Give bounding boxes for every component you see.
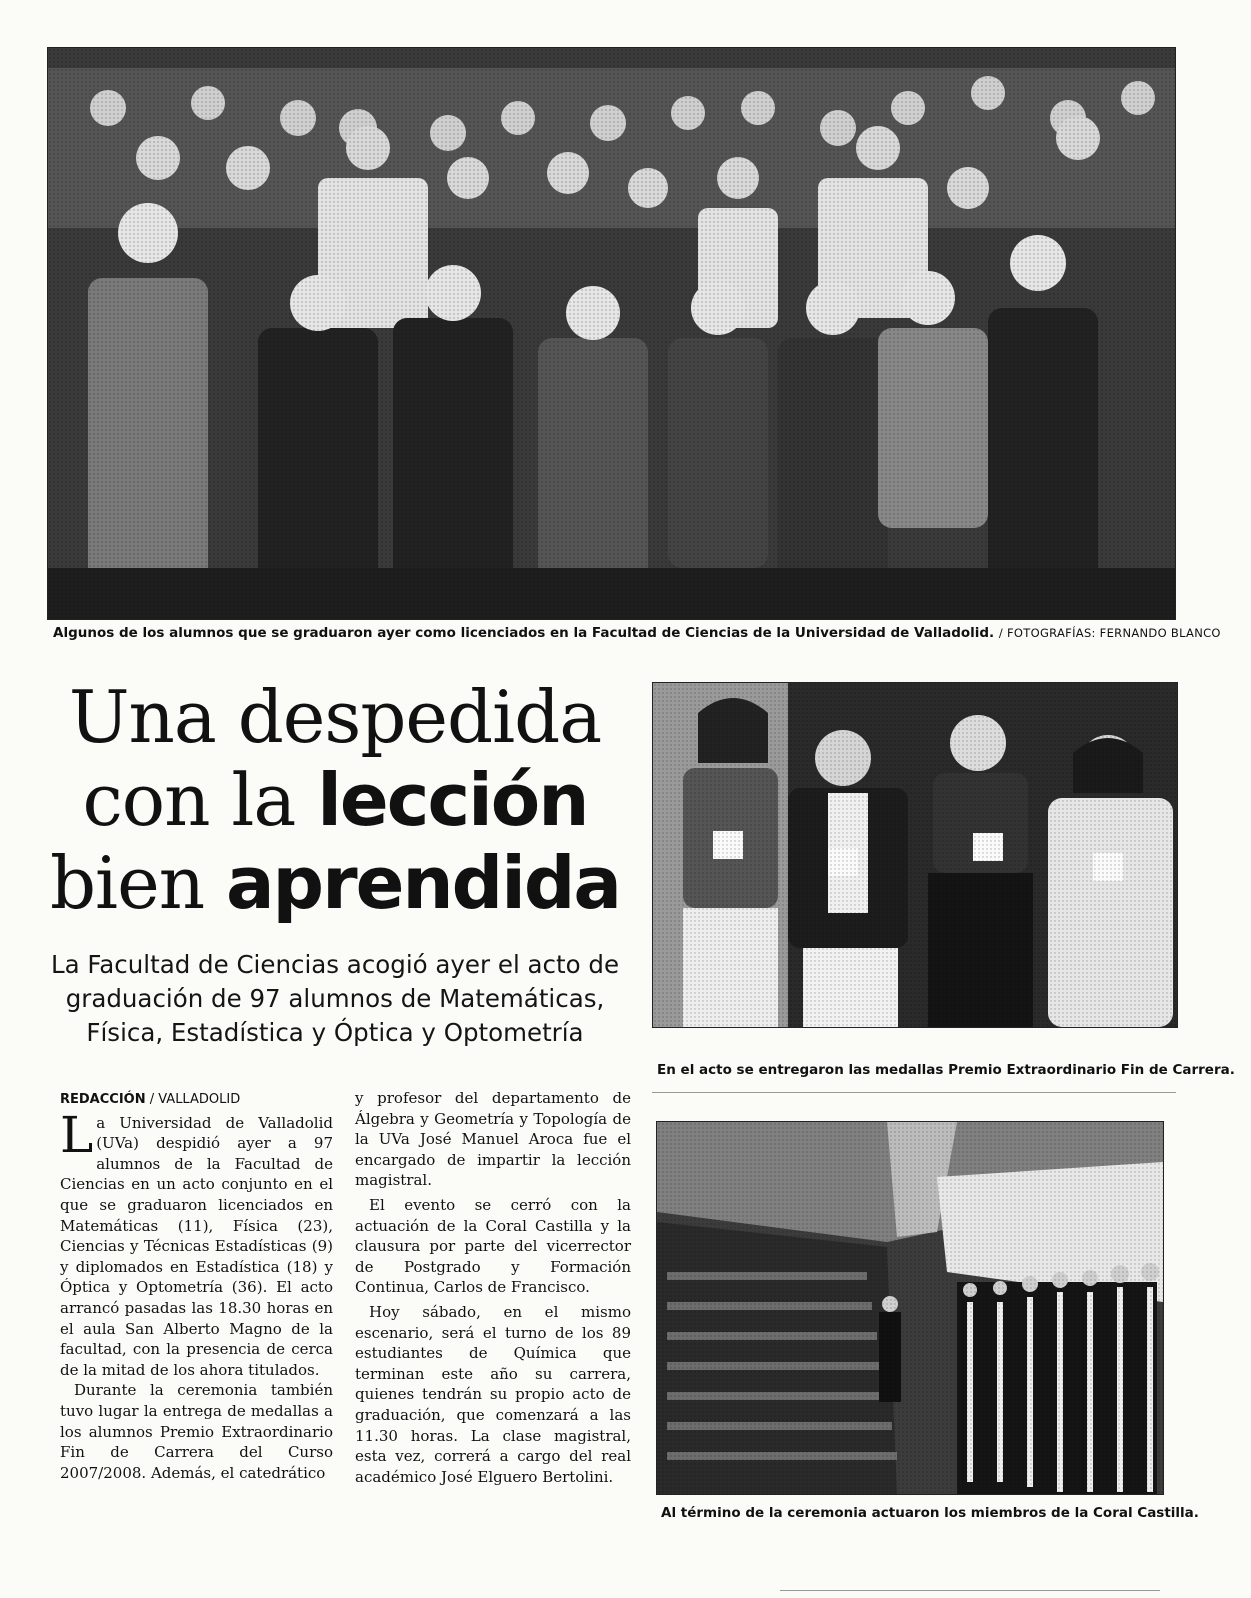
article-column-2 — [355, 1088, 631, 1487]
article-paragraph-1-text: a Universidad de Valladolid (UVa) despidió ayer a 97 alumnos de la Facultad de Ciencias en un acto conjunto en el que se graduaron licenciados en Matemáticas (11), Física (23), Ciencias y Técnicas Estadísticas (9) y diplomados en Estadística (18) y Óptica y Optometría (36). El acto arrancó pasadas las 18.30 horas en el aula San Alberto Magno de la facultad, con la presencia de cerca de la mitad de los ahora titulados. — [60, 1113, 333, 1379]
headline-line-2-plain: con la — [82, 758, 318, 842]
headline-line-1: Una despedida — [68, 675, 602, 759]
top-photo-caption — [53, 625, 1221, 641]
medal-recipients-photo-icon — [653, 683, 1177, 1027]
article-paragraph-3: y profesor del departamento de Álgebra y Geometría y Topología de la UVa José Manuel Aroca fue el encargado de impartir la lección magistral. — [355, 1089, 631, 1190]
medal-recipients-photo — [652, 682, 1178, 1028]
headline-line-3-plain: bien — [49, 841, 226, 925]
choir-auditorium-photo — [656, 1121, 1164, 1495]
article-paragraph-4: El evento se cerró con la actuación de la Coral Castilla y la clausura por parte del vicerrector de Postgrado y Formación Continua, Carlos de Francisco. — [355, 1195, 631, 1297]
headline-line-2-bold: lección — [317, 758, 588, 842]
bottom-rule — [780, 1590, 1160, 1591]
medals-photo-caption: En el acto se entregaron las medallas Premio Extraordinario Fin de Carrera. — [657, 1062, 1235, 1078]
headline — [40, 676, 630, 925]
article-paragraph-1 — [60, 1105, 333, 1381]
drop-cap: L — [60, 1105, 94, 1164]
choir-auditorium-photo-icon — [657, 1122, 1163, 1494]
choir-photo-caption: Al término de la ceremonia actuaron los miembros de la Coral Castilla. — [661, 1505, 1199, 1521]
graduates-group-photo — [47, 47, 1176, 620]
graduates-group-photo-icon — [48, 48, 1175, 619]
article-paragraph-5: Hoy sábado, en el mismo escenario, será el turno de los 89 estudiantes de Química que terminan este año su carrera, quienes tendrán su propio acto de graduación, que comenzará a las 11.30 horas. La clase magistral, esta vez, correrá a cargo del real académico José Elguero Bertolini. — [355, 1302, 631, 1486]
photo-credit: / FOTOGRAFÍAS: FERNANDO BLANCO — [998, 626, 1221, 640]
top-photo-caption-text: Algunos de los alumnos que se graduaron ayer como licenciados en la Facultad de Ciencias de la Universidad de Valladolid. — [53, 625, 995, 641]
byline — [60, 1090, 333, 1111]
headline-line-3-bold: aprendida — [225, 841, 621, 925]
subheadline: La Facultad de Ciencias acogió ayer el acto de graduación de 97 alumnos de Matemáticas, Física, Estadística y Óptica y Optometría — [50, 950, 620, 1047]
byline-author: REDACCIÓN — [60, 1092, 146, 1107]
article-paragraph-2: Durante la ceremonia también tuvo lugar la entrega de medallas a los alumnos Premio Extraordinario Fin de Carrera del Curso 2007/2008. Además, el catedrático — [60, 1381, 333, 1482]
byline-place: / VALLADOLID — [145, 1092, 241, 1107]
article-column-1 — [60, 1090, 333, 1483]
divider — [652, 1092, 1176, 1093]
